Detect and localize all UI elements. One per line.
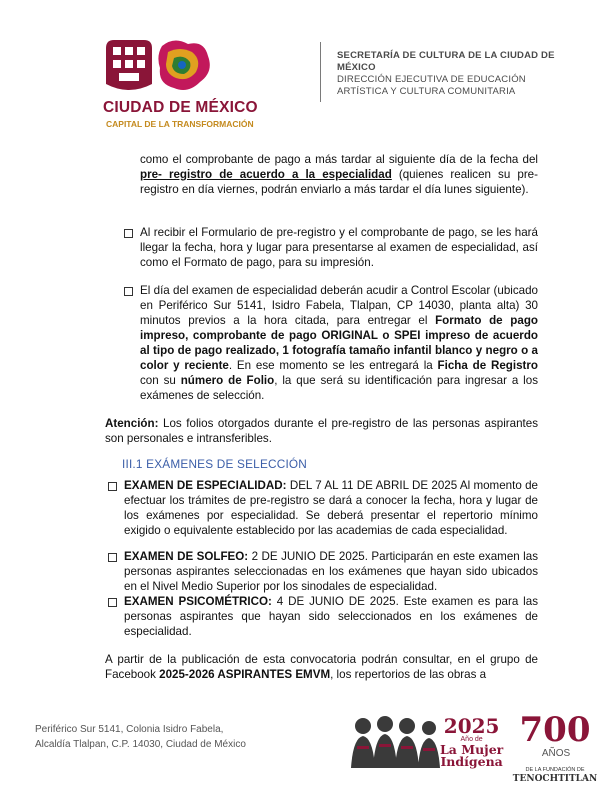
- year-big-2: Indígena: [440, 754, 503, 769]
- exam-label: EXAMEN PSICOMÉTRICO:: [124, 595, 272, 608]
- paragraph-closing: [105, 652, 538, 682]
- p3-text-a: El día del examen de especialidad deberán acudir a Control Escolar (ubicado en Periférico Sur 5141, Isidro Fabela, Tlalpan, CP 14030, planta alta) 30 minutos previos a la hora citada, para entregar el: [140, 284, 538, 327]
- closing-text-c: , los repertorios de las obras a: [330, 668, 487, 681]
- year-big-1: La Mujer: [440, 742, 504, 757]
- exam-solfeo: [124, 549, 538, 594]
- p3-folio: número de Folio: [180, 374, 275, 387]
- indigenous-women-illustration-icon: [349, 712, 441, 768]
- facebook-group-name: 2025-2026 ASPIRANTES EMVM: [159, 668, 331, 681]
- paragraph-formulario: Al recibir el Formulario de pre-registro y el comprobante de pago, se les hará llegar la fecha, hora y lugar para presentarse al examen de especialidad, así como el Formato de pago, para su impresión.: [140, 226, 538, 269]
- bullet-checkbox: [124, 229, 133, 238]
- logo-title: CIUDAD DE MÉXICO: [103, 99, 258, 116]
- exam-text: DEL 7 AL 11 DE ABRIL DE 2025 Al momento de efectuar los trámites de pre-registro se dará a conocer la fecha, hora y lugar de los exámenes por especialidad. Se deberá presentar el repertorio mínimo exigido o equivalente establecido por las academias de cada especialidad.: [124, 479, 538, 537]
- atencion-label: Atención:: [105, 417, 159, 430]
- exam-text: 2 DE JUNIO DE 2025. Participarán en este examen las personas aspirantes seleccionadas en los exámenes que hayan sido ubicados en el Nivel Medio Superior por los sinodales de especialidad.: [124, 550, 538, 593]
- fund-line: DE LA FUNDACIÓN DE: [525, 767, 585, 773]
- p1-text-c: (quienes realicen su pre-registro en día viernes, podrán enviarlo a más tardar el día lunes siguiente).: [140, 168, 538, 196]
- organization-block: [337, 50, 577, 98]
- anos-number: 700: [519, 710, 591, 750]
- exam-psicometrico: [124, 594, 538, 639]
- year-small: Año de: [460, 736, 483, 743]
- footer-address: [35, 722, 246, 752]
- p3-text-c: . En ese momento se les entregará la: [228, 359, 438, 372]
- p3-ficha: Ficha de Registro: [437, 359, 538, 372]
- anos-label: AÑOS: [541, 748, 571, 759]
- year-number: 2025: [443, 714, 500, 738]
- section-title: III.1 EXÁMENES DE SELECCIÓN: [122, 457, 308, 471]
- header-divider: [320, 42, 321, 102]
- page-header: [0, 0, 612, 140]
- bullet-checkbox: [124, 287, 133, 296]
- closing-text-a: A partir de la publicación de esta convocatoria podrán consultar, en el grupo de Facebook: [105, 653, 538, 681]
- p3-requirements: Formato de pago impreso, comprobante de pago ORIGINAL o SPEI impreso de acuerdo al tipo de pago realizado, 1 fotografía tamaño infantil blanco y negro o a color y reciente: [140, 314, 538, 372]
- logo-subtitle: CAPITAL DE LA TRANSFORMACIÓN: [106, 119, 254, 129]
- address-line-1: Periférico Sur 5141, Colonia Isidro Fabela,: [35, 724, 224, 735]
- paragraph-payment: [140, 152, 538, 197]
- bullet-checkbox: [108, 482, 117, 491]
- org-secretaria: SECRETARÍA DE CULTURA DE LA CIUDAD DE MÉXICO: [337, 50, 555, 73]
- tenochtitlan-anniversary-badge: [510, 710, 600, 785]
- city-name: TENOCHTITLAN: [512, 774, 598, 784]
- paragraph-exam-day: [140, 283, 538, 403]
- paragraph-atencion: [105, 416, 538, 446]
- year-women-badge: [440, 716, 503, 768]
- cdmx-logo-icon: [104, 38, 214, 96]
- bullet-checkbox: [108, 553, 117, 562]
- address-line-2: Alcaldía Tlalpan, C.P. 14030, Ciudad de México: [35, 739, 246, 750]
- org-direccion: DIRECCIÓN EJECUTIVA DE EDUCACIÓN ARTÍSTICA Y CULTURA COMUNITARIA: [337, 74, 526, 97]
- atencion-text: Los folios otorgados durante el pre-registro de las personas aspirantes son personales e intransferibles.: [105, 417, 538, 445]
- bullet-checkbox: [108, 598, 117, 607]
- exam-label: EXAMEN DE SOLFEO:: [124, 550, 249, 563]
- exam-text: 4 DE JUNIO DE 2025. Este examen es para las personas aspirantes que hayan sido seleccionados en los exámenes de especialidad.: [124, 595, 538, 638]
- p1-text-a: como el comprobante de pago a más tardar al siguiente día de la fecha del: [140, 153, 538, 166]
- p3-text-g: , la que será su identificación para ingresar a los exámenes de selección.: [140, 374, 538, 402]
- exam-label: EXAMEN DE ESPECIALIDAD:: [124, 479, 287, 492]
- p1-emphasis: pre- registro de acuerdo a la especialidad: [140, 168, 392, 181]
- exam-especialidad: [124, 478, 538, 538]
- p3-text-e: con su: [140, 374, 181, 387]
